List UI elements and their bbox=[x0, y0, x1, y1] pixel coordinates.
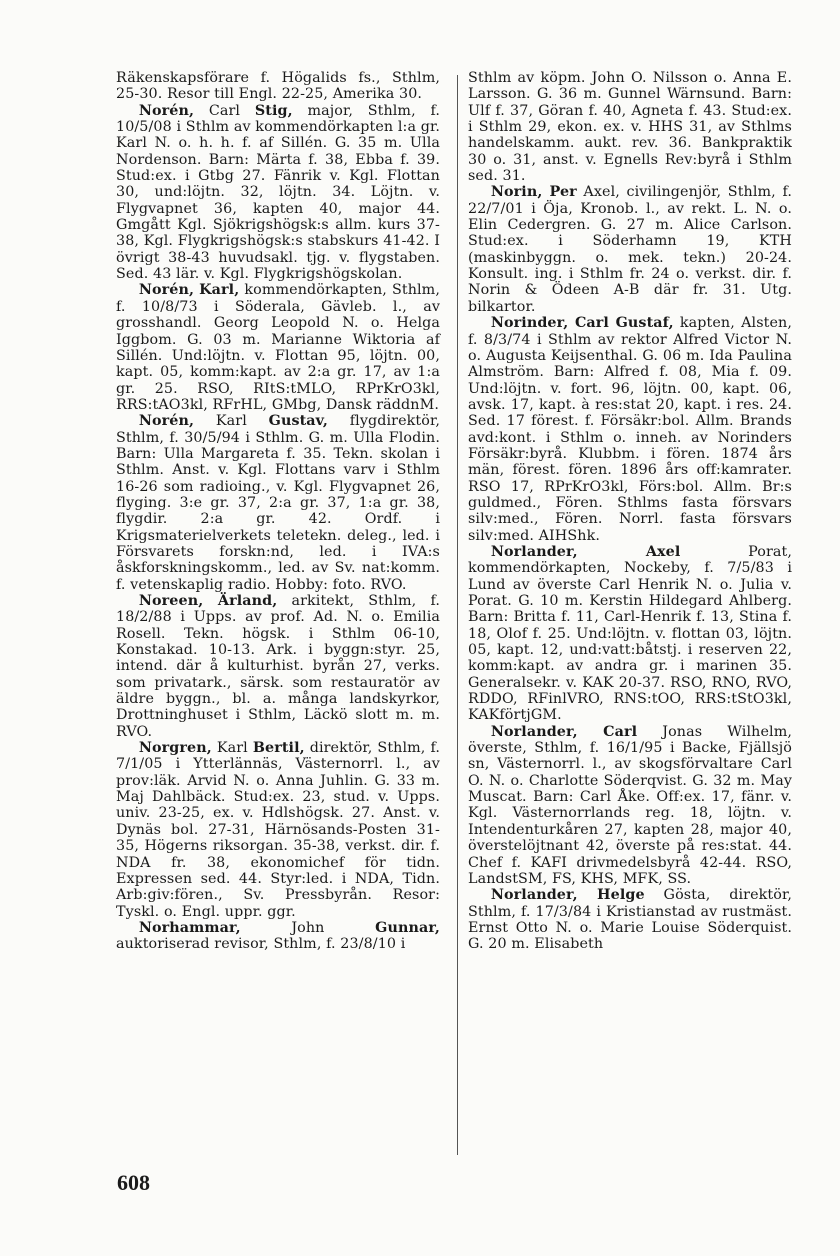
entry-norhammar-cont: Sthlm av köpm. John O. Nilsson o. Anna E. Larsson. G. 36 m. Gunnel Wärnsund. Barn: Ulf f. 37, Göran f. 40, Agneta f. 43. Stud:ex. i Sthlm 29, ekon. ex. v. HHS 31, av Sthlms handelskamm. aukt. rev. 36. Bankpraktik 30 o. 31, anst. v. Egnells Rev:byrå i Sthlm sed. 31. bbox=[468, 70, 792, 185]
headword: Norlander, Axel bbox=[490, 543, 681, 560]
entry-noreen-arland: Noreen, Ärland, arkitekt, Sthlm, f. 18/2/88 i Upps. av prof. Ad. N. o. Emilia Rosell. Tekn. högsk. i Sthlm 06-10, Konstakad. 10-13. Ark. i byggn:styr. 25, intend. där å kulturhist. byrån 27, verks. som privatark., särsk. som restauratör av äldre byggn., bl. a. många landskyrkor, Drottninghuset i Sthlm, Läckö slott m. m. RVO. bbox=[116, 593, 440, 740]
entry-norhammar-gunnar: Norhammar, John Gunnar, auktoriserad revisor, Sthlm, f. 23/8/10 i bbox=[116, 919, 440, 953]
headword: Norlander, Helge bbox=[490, 887, 645, 904]
headword-given: Bertil, bbox=[252, 740, 305, 757]
headword: Norgren, bbox=[138, 740, 212, 757]
entry-norlander-axel: Norlander, Axel Porat, kommendörkapten, Nockeby, f. 7/5/83 i Lund av överste Carl Henrik N. o. Julia v. Porat. G. 10 m. Kerstin Hildegard Ahlberg. Barn: Britta f. 11, Carl-Henrik f. 13, Stina f. 18, Olof f. 25. Und:löjtn. v. flottan 03, löjtn. 05, kapt. 12, und:vatt:båtstj. i reserven 22, komm:kapt. av andra gr. i marinen 35. Generalsekr. v. KAK 20-37. RSO, RNO, RVO, RDDO, RFinlVRO, RNS:tOO, RRS:tStO3kl, KAKförtjGM. bbox=[468, 543, 792, 724]
entry-noren-gustav: Norén, Karl Gustav, flygdirektör, Sthlm, f. 30/5/94 i Sthlm. G. m. Ulla Flodin. Barn: Ulla Margareta f. 35. Tekn. skolan i Sthlm. Anst. v. Kgl. Flottans varv i Sthlm 16-26 som radioing., v. Kgl. Flygvapnet 26, flyging. 3:e gr. 37, 2:a gr. 37, 1:a gr. 38, flygdir. 2:a gr. 42. Ordf. i Krigsmaterielverkets teletekn. deleg., led. i Försvarets forskn:nd, led. i IVA:s åskforskningskomm., led. av Sv. nat:komm. f. vetenskaplig radio. Hobby: foto. RVO. bbox=[116, 413, 440, 593]
headword: Norén, bbox=[138, 102, 195, 119]
entry-norgren-bertil: Norgren, Karl Bertil, direktör, Sthlm, f. 7/1/05 i Ytterlännäs, Västernorrl. l., av prov:läk. Arvid N. o. Anna Juhlin. G. 33 m. Maj Dahlbäck. Stud:ex. 23, stud. v. Upps. univ. 23-25, ex. v. Hdlshögsk. 27. Anst. v. Dynäs bol. 27-31, Härnösands-Posten 31-35, Högerns riksorgan. 35-38, verkst. dir. f. NDA fr. 38, ekonomichef för tidn. Expressen sed. 44. Styr:led. i NDA, Tidn. Arb:giv:fören., Sv. Pressbyrån. Resor: Tyskl. o. Engl. uppr. ggr. bbox=[116, 740, 440, 920]
headword-given: Gustav, bbox=[268, 413, 328, 430]
column-divider bbox=[457, 75, 458, 1155]
headword: Norinder, Carl Gustaf, bbox=[490, 315, 674, 332]
entry-norinder-carl-gustaf: Norinder, Carl Gustaf, kapten, Alsten, f. 8/3/74 i Sthlm av rektor Alfred Victor N. o. Augusta Keijsenthal. G. 06 m. Ida Paulina Almström. Barn: Alfred f. 08, Mia f. 09. Und:löjtn. v. fort. 96, löjtn. 00, kapt. 06, avsk. 17, kapt. à res:stat 20, kapt. i res. 24. Sed. 17 förest. f. Försäkr:bol. Allm. Brands avd:kont. i Sthlm o. inneh. av Norinders Försäkr:byrå. Klubbm. i fören. 1874 års män, förest. fören. 1896 års off:kamrater. RSO 17, RPrKrO3kl, Förs:bol. Allm. Br:s guldmed., Fören. Sthlms fasta försvars silv:med., Fören. Norrl. fasta försvars silv:med. AIHShk. bbox=[468, 315, 792, 544]
headword: Noreen, Ärland, bbox=[138, 593, 278, 609]
entry-norlander-carl: Norlander, Carl Jonas Wilhelm, överste, Sthlm, f. 16/1/95 i Backe, Fjällsjö sn, Västernorrl. l., av skogsförvaltare Carl O. N. o. Charlotte Söderqvist. G. 32 m. May Muscat. Barn: Carl Åke. Off:ex. 17, fänr. v. Kgl. Västernorrlands reg. 18, löjtn. v. Intendenturkåren 27, kapten 28, major 40, överstelöjtnant 42, överste på res:stat. 44. Chef f. KAFI drivmedelsbyrå 42-44. RSO, LandstSM, FS, KHS, MFK, SS. bbox=[468, 723, 792, 887]
headword-given: Stig, bbox=[254, 102, 293, 119]
page-number: 608 bbox=[117, 1170, 150, 1195]
headword-given: Karl, bbox=[199, 282, 240, 299]
headword-given: Gunnar, bbox=[375, 919, 440, 936]
right-column bbox=[468, 70, 792, 953]
entry-norin-per: Norin, Per Axel, civilingenjör, Sthlm, f. 22/7/01 i Öja, Kronob. l., av rekt. L. N. o. Elin Cedergren. G. 27 m. Alice Carlson. Stud:ex. i Söderhamn 19, KTH (maskinbyggn. o. mek. tekn.) 20-24. Konsult. ing. i Sthlm fr. 24 o. verkst. dir. f. Norin & Ödeen A-B där fr. 31. Utg. bilkartor. bbox=[468, 184, 792, 315]
entry-rakenskapsforare: Räkenskapsförare f. Högalids fs., Sthlm, 25-30. Resor till Engl. 22-25, Amerika 30. bbox=[116, 70, 440, 103]
headword: Norén, bbox=[138, 282, 195, 299]
headword: Norlander, Carl bbox=[490, 723, 638, 740]
headword: Norén, bbox=[138, 413, 195, 430]
left-column bbox=[116, 70, 440, 953]
headword: Norhammar, bbox=[138, 919, 241, 936]
headword: Norin, Per bbox=[490, 184, 577, 201]
entry-noren-stig: Norén, Carl Stig, major, Sthlm, f. 10/5/08 i Sthlm av kommendörkapten l:a gr. Karl N. o. h. h. f. af Sillén. G. 35 m. Ulla Nordenson. Barn: Märta f. 38, Ebba f. 39. Stud:ex. i Gtbg 27. Fänrik v. Kgl. Flottan 30, und:löjtn. 32, löjtn. 34. Löjtn. v. Flygvapnet 36, kapten 40, major 44. Gmgått Kgl. Sjökrigshögsk:s allm. kurs 37-38, Kgl. Flygkrigshögsk:s stabskurs 41-42. I övrigt 38-43 huvudsakl. tjg. v. flygstaben. Sed. 43 lär. v. Kgl. Flygkrigshögskolan. bbox=[116, 102, 441, 283]
entry-norlander-helge: Norlander, Helge Gösta, direktör, Sthlm, f. 17/3/84 i Kristianstad av rustmäst. Ernst Otto N. o. Marie Louise Söderquist. G. 20 m. Elisabeth bbox=[468, 887, 792, 953]
entry-noren-karl: Norén, Karl, kommendörkapten, Sthlm, f. 10/8/73 i Söderala, Gävleb. l., av grosshandl. Georg Leopold N. o. Helga Iggbom. G. 03 m. Marianne Wiktoria af Sillén. Und:löjtn. v. Flottan 95, löjtn. 00, kapt. 05, komm:kapt. av 2:a gr. 17, av 1:a gr. 25. RSO, RItS:tMLO, RPrKrO3kl, RRS:tAO3kl, RFrHL, GMbg, Dansk räddnM. bbox=[116, 282, 440, 413]
